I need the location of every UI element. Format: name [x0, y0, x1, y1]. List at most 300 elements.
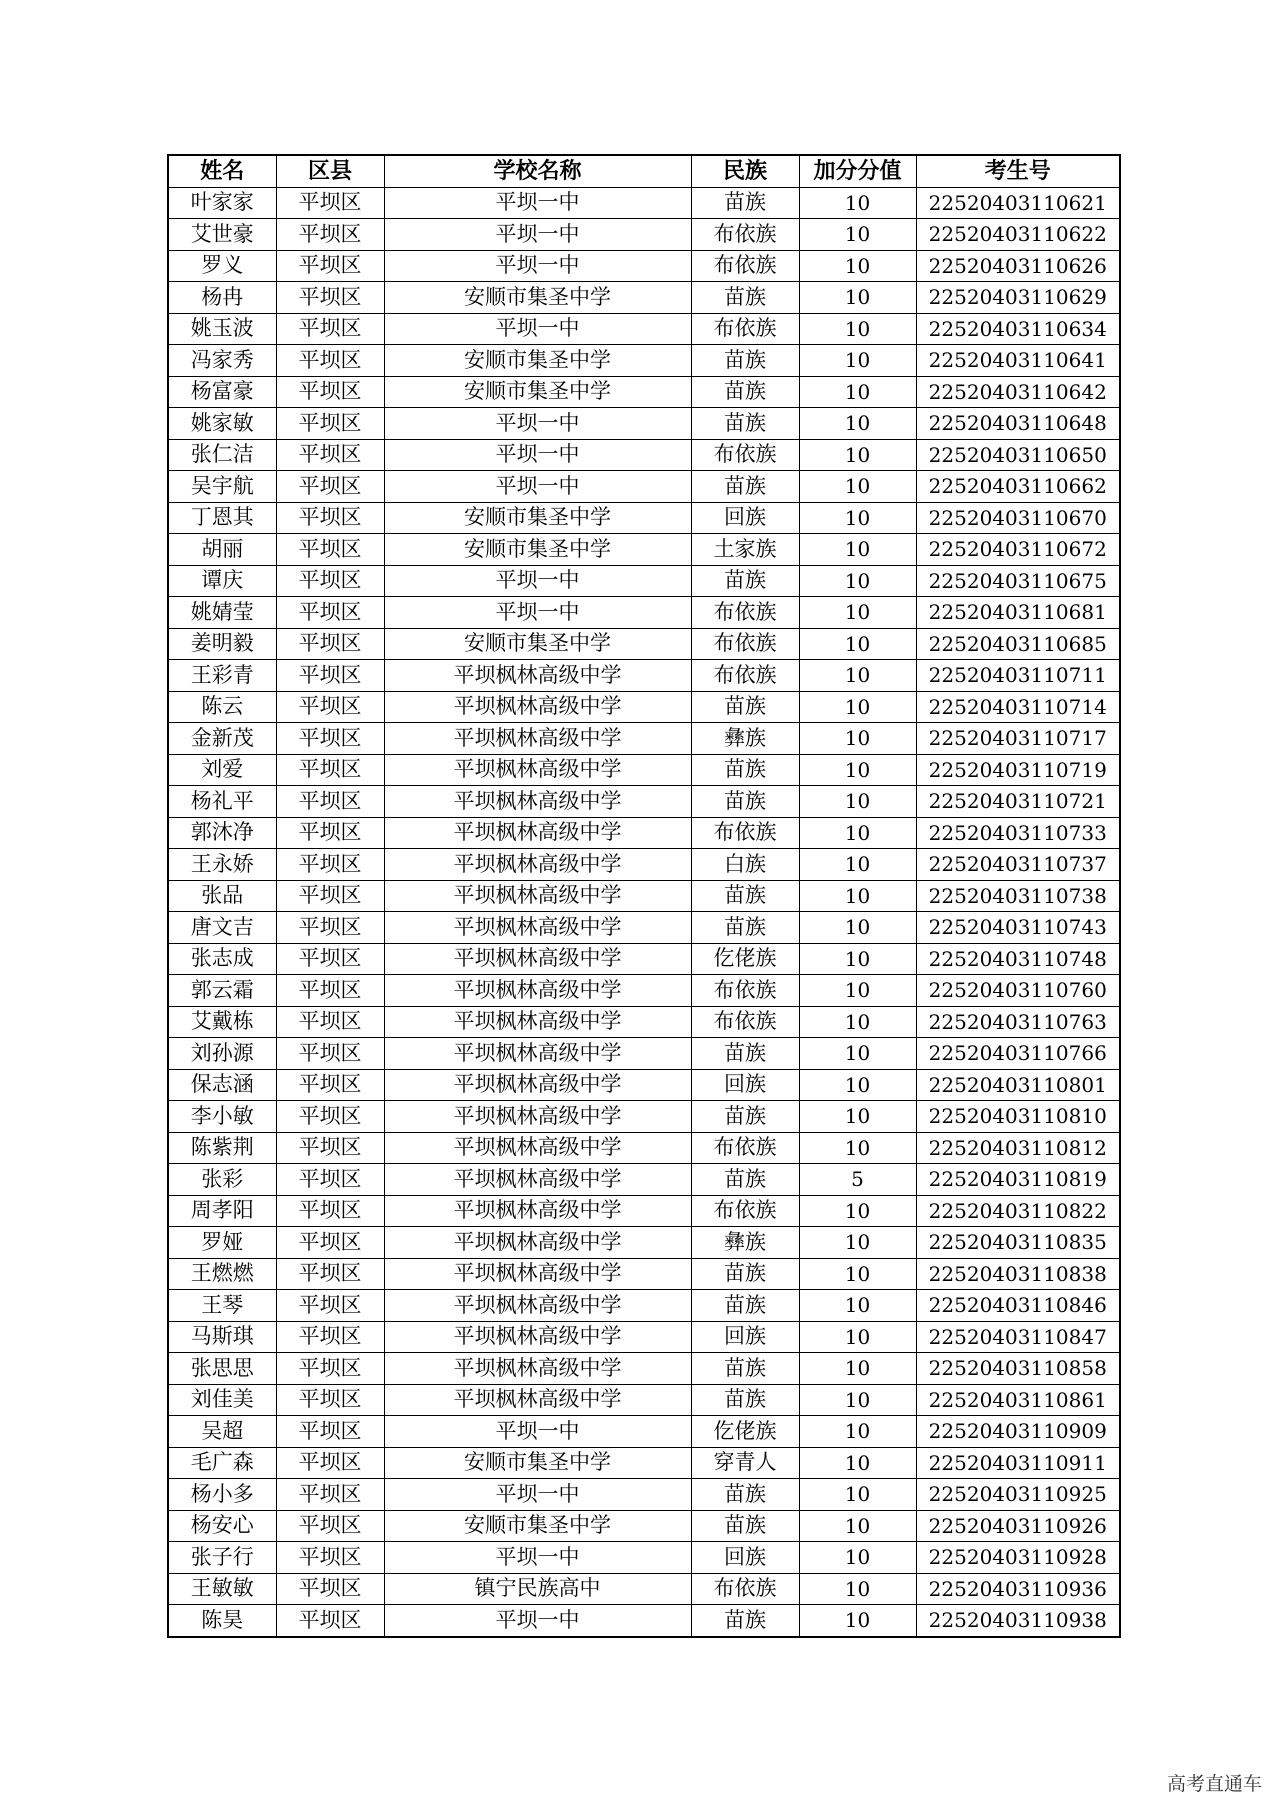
cell-exam-id: 22520403110681 [916, 597, 1120, 629]
cell-name: 陈紫荆 [168, 1132, 276, 1164]
cell-school: 平坝枫林高级中学 [384, 1006, 691, 1038]
cell-district: 平坝区 [276, 534, 384, 566]
cell-name: 金新茂 [168, 723, 276, 755]
cell-school: 平坝枫林高级中学 [384, 691, 691, 723]
cell-exam-id: 22520403110766 [916, 1038, 1120, 1070]
cell-bonus-points: 10 [799, 1479, 916, 1511]
cell-ethnicity: 苗族 [691, 1353, 799, 1385]
table-row [168, 1132, 1120, 1164]
cell-exam-id: 22520403110738 [916, 880, 1120, 912]
cell-exam-id: 22520403110812 [916, 1132, 1120, 1164]
cell-exam-id: 22520403110733 [916, 817, 1120, 849]
table-row [168, 943, 1120, 975]
cell-ethnicity: 苗族 [691, 1038, 799, 1070]
cell-school: 平坝一中 [384, 250, 691, 282]
table-row [168, 1542, 1120, 1574]
cell-bonus-points: 10 [799, 565, 916, 597]
table-row [168, 1038, 1120, 1070]
table-row [168, 250, 1120, 282]
cell-school: 平坝枫林高级中学 [384, 1384, 691, 1416]
cell-name: 杨冉 [168, 282, 276, 314]
table-row [168, 849, 1120, 881]
cell-exam-id: 22520403110909 [916, 1416, 1120, 1448]
cell-exam-id: 22520403110670 [916, 502, 1120, 534]
cell-district: 平坝区 [276, 1447, 384, 1479]
cell-ethnicity: 布依族 [691, 817, 799, 849]
cell-name: 陈昊 [168, 1605, 276, 1637]
cell-school: 安顺市集圣中学 [384, 345, 691, 377]
cell-exam-id: 22520403110719 [916, 754, 1120, 786]
cell-name: 张彩 [168, 1164, 276, 1196]
cell-bonus-points: 10 [799, 597, 916, 629]
bonus-points-table [167, 154, 1121, 1638]
cell-name: 郭云霜 [168, 975, 276, 1007]
table-row [168, 1510, 1120, 1542]
cell-ethnicity: 苗族 [691, 282, 799, 314]
cell-district: 平坝区 [276, 943, 384, 975]
table-row [168, 1227, 1120, 1259]
table-row [168, 502, 1120, 534]
cell-school: 平坝枫林高级中学 [384, 943, 691, 975]
cell-school: 平坝枫林高级中学 [384, 1353, 691, 1385]
cell-district: 平坝区 [276, 1258, 384, 1290]
cell-ethnicity: 苗族 [691, 1510, 799, 1542]
cell-district: 平坝区 [276, 975, 384, 1007]
cell-exam-id: 22520403110634 [916, 313, 1120, 345]
cell-name: 唐文吉 [168, 912, 276, 944]
cell-bonus-points: 10 [799, 1447, 916, 1479]
cell-district: 平坝区 [276, 1605, 384, 1637]
cell-exam-id: 22520403110622 [916, 219, 1120, 251]
cell-district: 平坝区 [276, 723, 384, 755]
table-row [168, 534, 1120, 566]
cell-ethnicity: 苗族 [691, 565, 799, 597]
table-row [168, 282, 1120, 314]
cell-exam-id: 22520403110846 [916, 1290, 1120, 1322]
cell-name: 周孝阳 [168, 1195, 276, 1227]
cell-district: 平坝区 [276, 660, 384, 692]
cell-district: 平坝区 [276, 1321, 384, 1353]
table-row [168, 1164, 1120, 1196]
cell-bonus-points: 10 [799, 187, 916, 219]
cell-district: 平坝区 [276, 912, 384, 944]
cell-exam-id: 22520403110847 [916, 1321, 1120, 1353]
cell-exam-id: 22520403110835 [916, 1227, 1120, 1259]
cell-school: 平坝一中 [384, 439, 691, 471]
table-row [168, 691, 1120, 723]
cell-name: 马斯琪 [168, 1321, 276, 1353]
cell-name: 姚家敏 [168, 408, 276, 440]
cell-school: 平坝枫林高级中学 [384, 1195, 691, 1227]
cell-name: 张仁洁 [168, 439, 276, 471]
cell-district: 平坝区 [276, 313, 384, 345]
table-row [168, 786, 1120, 818]
cell-name: 姚婧莹 [168, 597, 276, 629]
cell-bonus-points: 10 [799, 723, 916, 755]
cell-bonus-points: 10 [799, 1510, 916, 1542]
cell-school: 平坝枫林高级中学 [384, 849, 691, 881]
cell-bonus-points: 10 [799, 1542, 916, 1574]
cell-school: 平坝一中 [384, 1542, 691, 1574]
cell-school: 平坝枫林高级中学 [384, 1258, 691, 1290]
cell-ethnicity: 仡佬族 [691, 1416, 799, 1448]
cell-exam-id: 22520403110642 [916, 376, 1120, 408]
cell-district: 平坝区 [276, 1290, 384, 1322]
cell-name: 张子行 [168, 1542, 276, 1574]
cell-school: 平坝枫林高级中学 [384, 1101, 691, 1133]
table-row [168, 1384, 1120, 1416]
cell-district: 平坝区 [276, 754, 384, 786]
cell-name: 王琴 [168, 1290, 276, 1322]
header-school: 学校名称 [384, 155, 691, 187]
cell-exam-id: 22520403110714 [916, 691, 1120, 723]
cell-ethnicity: 布依族 [691, 660, 799, 692]
cell-exam-id: 22520403110626 [916, 250, 1120, 282]
table-row [168, 376, 1120, 408]
cell-bonus-points: 10 [799, 1605, 916, 1637]
table-header-row [168, 155, 1120, 187]
cell-exam-id: 22520403110648 [916, 408, 1120, 440]
table-row [168, 1605, 1120, 1637]
cell-bonus-points: 10 [799, 376, 916, 408]
table-row [168, 975, 1120, 1007]
cell-ethnicity: 苗族 [691, 345, 799, 377]
cell-bonus-points: 10 [799, 1258, 916, 1290]
cell-ethnicity: 布依族 [691, 1006, 799, 1038]
header-district: 区县 [276, 155, 384, 187]
cell-name: 杨小多 [168, 1479, 276, 1511]
cell-bonus-points: 10 [799, 1321, 916, 1353]
cell-name: 丁恩其 [168, 502, 276, 534]
cell-school: 平坝枫林高级中学 [384, 754, 691, 786]
cell-district: 平坝区 [276, 1227, 384, 1259]
cell-school: 平坝一中 [384, 1479, 691, 1511]
table-row [168, 1416, 1120, 1448]
cell-ethnicity: 布依族 [691, 1132, 799, 1164]
cell-school: 平坝枫林高级中学 [384, 975, 691, 1007]
cell-district: 平坝区 [276, 1353, 384, 1385]
cell-name: 艾戴栋 [168, 1006, 276, 1038]
cell-district: 平坝区 [276, 1542, 384, 1574]
cell-name: 姚玉波 [168, 313, 276, 345]
table-row [168, 723, 1120, 755]
cell-name: 刘佳美 [168, 1384, 276, 1416]
table-row [168, 597, 1120, 629]
cell-exam-id: 22520403110926 [916, 1510, 1120, 1542]
table-row [168, 1258, 1120, 1290]
table-row [168, 219, 1120, 251]
cell-bonus-points: 10 [799, 1416, 916, 1448]
cell-exam-id: 22520403110858 [916, 1353, 1120, 1385]
cell-ethnicity: 白族 [691, 849, 799, 881]
cell-ethnicity: 苗族 [691, 1290, 799, 1322]
table-body [168, 187, 1120, 1637]
cell-bonus-points: 10 [799, 1101, 916, 1133]
cell-exam-id: 22520403110810 [916, 1101, 1120, 1133]
cell-name: 王彩青 [168, 660, 276, 692]
cell-name: 姜明毅 [168, 628, 276, 660]
cell-name: 王永娇 [168, 849, 276, 881]
cell-ethnicity: 布依族 [691, 628, 799, 660]
cell-name: 杨富豪 [168, 376, 276, 408]
table-row [168, 912, 1120, 944]
cell-bonus-points: 10 [799, 817, 916, 849]
cell-district: 平坝区 [276, 1384, 384, 1416]
cell-ethnicity: 苗族 [691, 187, 799, 219]
cell-exam-id: 22520403110711 [916, 660, 1120, 692]
cell-ethnicity: 回族 [691, 502, 799, 534]
cell-bonus-points: 10 [799, 282, 916, 314]
table-row [168, 1006, 1120, 1038]
cell-school: 安顺市集圣中学 [384, 282, 691, 314]
cell-district: 平坝区 [276, 565, 384, 597]
cell-school: 平坝枫林高级中学 [384, 786, 691, 818]
cell-name: 艾世豪 [168, 219, 276, 251]
cell-bonus-points: 10 [799, 628, 916, 660]
cell-district: 平坝区 [276, 187, 384, 219]
cell-ethnicity: 苗族 [691, 408, 799, 440]
cell-district: 平坝区 [276, 471, 384, 503]
cell-exam-id: 22520403110743 [916, 912, 1120, 944]
cell-bonus-points: 10 [799, 219, 916, 251]
cell-exam-id: 22520403110928 [916, 1542, 1120, 1574]
header-bonus-points: 加分分值 [799, 155, 916, 187]
cell-school: 平坝一中 [384, 597, 691, 629]
cell-district: 平坝区 [276, 408, 384, 440]
cell-bonus-points: 5 [799, 1164, 916, 1196]
cell-district: 平坝区 [276, 1164, 384, 1196]
cell-school: 平坝一中 [384, 471, 691, 503]
cell-name: 毛广森 [168, 1447, 276, 1479]
cell-ethnicity: 土家族 [691, 534, 799, 566]
cell-bonus-points: 10 [799, 1195, 916, 1227]
cell-ethnicity: 苗族 [691, 912, 799, 944]
cell-district: 平坝区 [276, 880, 384, 912]
cell-exam-id: 22520403110641 [916, 345, 1120, 377]
cell-exam-id: 22520403110717 [916, 723, 1120, 755]
cell-bonus-points: 10 [799, 439, 916, 471]
cell-name: 杨礼平 [168, 786, 276, 818]
cell-school: 平坝枫林高级中学 [384, 912, 691, 944]
table-row [168, 880, 1120, 912]
cell-bonus-points: 10 [799, 912, 916, 944]
table-row [168, 1101, 1120, 1133]
cell-exam-id: 22520403110801 [916, 1069, 1120, 1101]
cell-district: 平坝区 [276, 439, 384, 471]
cell-exam-id: 22520403110737 [916, 849, 1120, 881]
cell-district: 平坝区 [276, 1101, 384, 1133]
cell-bonus-points: 10 [799, 250, 916, 282]
cell-bonus-points: 10 [799, 849, 916, 881]
cell-bonus-points: 10 [799, 1132, 916, 1164]
cell-bonus-points: 10 [799, 691, 916, 723]
cell-ethnicity: 苗族 [691, 880, 799, 912]
cell-district: 平坝区 [276, 1132, 384, 1164]
cell-name: 张思思 [168, 1353, 276, 1385]
table-row [168, 754, 1120, 786]
cell-name: 吴宇航 [168, 471, 276, 503]
cell-exam-id: 22520403110819 [916, 1164, 1120, 1196]
table-row [168, 1447, 1120, 1479]
cell-ethnicity: 布依族 [691, 1195, 799, 1227]
cell-bonus-points: 10 [799, 786, 916, 818]
cell-exam-id: 22520403110925 [916, 1479, 1120, 1511]
cell-bonus-points: 10 [799, 1353, 916, 1385]
cell-district: 平坝区 [276, 1038, 384, 1070]
cell-school: 平坝枫林高级中学 [384, 1227, 691, 1259]
cell-ethnicity: 苗族 [691, 1164, 799, 1196]
table-row [168, 187, 1120, 219]
header-name: 姓名 [168, 155, 276, 187]
cell-exam-id: 22520403110936 [916, 1573, 1120, 1605]
cell-bonus-points: 10 [799, 1069, 916, 1101]
cell-ethnicity: 苗族 [691, 1384, 799, 1416]
cell-exam-id: 22520403110748 [916, 943, 1120, 975]
cell-name: 罗义 [168, 250, 276, 282]
cell-ethnicity: 布依族 [691, 1573, 799, 1605]
cell-ethnicity: 苗族 [691, 1479, 799, 1511]
cell-bonus-points: 10 [799, 534, 916, 566]
cell-school: 平坝枫林高级中学 [384, 1069, 691, 1101]
cell-bonus-points: 10 [799, 1573, 916, 1605]
cell-exam-id: 22520403110685 [916, 628, 1120, 660]
table-row [168, 471, 1120, 503]
cell-school: 安顺市集圣中学 [384, 502, 691, 534]
cell-exam-id: 22520403110861 [916, 1384, 1120, 1416]
cell-school: 平坝一中 [384, 408, 691, 440]
cell-district: 平坝区 [276, 219, 384, 251]
cell-bonus-points: 10 [799, 471, 916, 503]
cell-exam-id: 22520403110621 [916, 187, 1120, 219]
cell-ethnicity: 苗族 [691, 1101, 799, 1133]
cell-district: 平坝区 [276, 502, 384, 534]
cell-district: 平坝区 [276, 1416, 384, 1448]
table-row [168, 1573, 1120, 1605]
cell-ethnicity: 回族 [691, 1542, 799, 1574]
cell-exam-id: 22520403110760 [916, 975, 1120, 1007]
cell-district: 平坝区 [276, 250, 384, 282]
cell-exam-id: 22520403110662 [916, 471, 1120, 503]
cell-bonus-points: 10 [799, 408, 916, 440]
table-row [168, 628, 1120, 660]
cell-bonus-points: 10 [799, 975, 916, 1007]
cell-school: 平坝枫林高级中学 [384, 1290, 691, 1322]
cell-exam-id: 22520403110675 [916, 565, 1120, 597]
cell-ethnicity: 布依族 [691, 597, 799, 629]
cell-school: 平坝枫林高级中学 [384, 1038, 691, 1070]
cell-school: 安顺市集圣中学 [384, 628, 691, 660]
cell-name: 叶家家 [168, 187, 276, 219]
cell-school: 安顺市集圣中学 [384, 534, 691, 566]
cell-name: 刘爱 [168, 754, 276, 786]
cell-name: 胡丽 [168, 534, 276, 566]
cell-exam-id: 22520403110763 [916, 1006, 1120, 1038]
table-row [168, 1479, 1120, 1511]
cell-bonus-points: 10 [799, 943, 916, 975]
cell-ethnicity: 苗族 [691, 376, 799, 408]
cell-ethnicity: 彝族 [691, 723, 799, 755]
table-row [168, 1321, 1120, 1353]
cell-name: 王燃燃 [168, 1258, 276, 1290]
cell-exam-id: 22520403110721 [916, 786, 1120, 818]
header-ethnicity: 民族 [691, 155, 799, 187]
cell-name: 张志成 [168, 943, 276, 975]
cell-school: 平坝枫林高级中学 [384, 1321, 691, 1353]
cell-ethnicity: 苗族 [691, 786, 799, 818]
cell-ethnicity: 穿青人 [691, 1447, 799, 1479]
cell-name: 陈云 [168, 691, 276, 723]
cell-ethnicity: 仡佬族 [691, 943, 799, 975]
header-exam-id: 考生号 [916, 155, 1120, 187]
cell-name: 刘孙源 [168, 1038, 276, 1070]
cell-district: 平坝区 [276, 1573, 384, 1605]
cell-school: 平坝一中 [384, 1416, 691, 1448]
cell-school: 平坝一中 [384, 187, 691, 219]
cell-district: 平坝区 [276, 691, 384, 723]
cell-ethnicity: 布依族 [691, 250, 799, 282]
cell-name: 郭沐净 [168, 817, 276, 849]
cell-exam-id: 22520403110629 [916, 282, 1120, 314]
cell-bonus-points: 10 [799, 1290, 916, 1322]
table-row [168, 439, 1120, 471]
cell-exam-id: 22520403110672 [916, 534, 1120, 566]
cell-district: 平坝区 [276, 1069, 384, 1101]
cell-name: 罗娅 [168, 1227, 276, 1259]
cell-ethnicity: 布依族 [691, 975, 799, 1007]
table-row [168, 565, 1120, 597]
cell-name: 保志涵 [168, 1069, 276, 1101]
cell-school: 平坝一中 [384, 1605, 691, 1637]
cell-school: 安顺市集圣中学 [384, 376, 691, 408]
cell-school: 平坝枫林高级中学 [384, 1164, 691, 1196]
cell-bonus-points: 10 [799, 754, 916, 786]
cell-bonus-points: 10 [799, 880, 916, 912]
cell-school: 平坝一中 [384, 219, 691, 251]
cell-name: 冯家秀 [168, 345, 276, 377]
cell-ethnicity: 回族 [691, 1321, 799, 1353]
cell-district: 平坝区 [276, 628, 384, 660]
cell-ethnicity: 苗族 [691, 471, 799, 503]
cell-school: 平坝枫林高级中学 [384, 660, 691, 692]
cell-district: 平坝区 [276, 345, 384, 377]
cell-school: 平坝枫林高级中学 [384, 1132, 691, 1164]
cell-ethnicity: 苗族 [691, 754, 799, 786]
cell-district: 平坝区 [276, 849, 384, 881]
table-row [168, 1069, 1120, 1101]
cell-name: 李小敏 [168, 1101, 276, 1133]
cell-district: 平坝区 [276, 597, 384, 629]
cell-district: 平坝区 [276, 1479, 384, 1511]
cell-ethnicity: 苗族 [691, 1605, 799, 1637]
cell-bonus-points: 10 [799, 502, 916, 534]
cell-school: 平坝枫林高级中学 [384, 817, 691, 849]
table-row [168, 313, 1120, 345]
cell-ethnicity: 回族 [691, 1069, 799, 1101]
cell-school: 平坝一中 [384, 565, 691, 597]
cell-district: 平坝区 [276, 1006, 384, 1038]
cell-name: 谭庆 [168, 565, 276, 597]
cell-district: 平坝区 [276, 786, 384, 818]
cell-exam-id: 22520403110911 [916, 1447, 1120, 1479]
table-row [168, 408, 1120, 440]
cell-school: 安顺市集圣中学 [384, 1447, 691, 1479]
table-row [168, 660, 1120, 692]
cell-ethnicity: 布依族 [691, 439, 799, 471]
watermark: 高考直通车 [1166, 1773, 1262, 1795]
cell-bonus-points: 10 [799, 1384, 916, 1416]
table-row [168, 1353, 1120, 1385]
cell-ethnicity: 彝族 [691, 1227, 799, 1259]
